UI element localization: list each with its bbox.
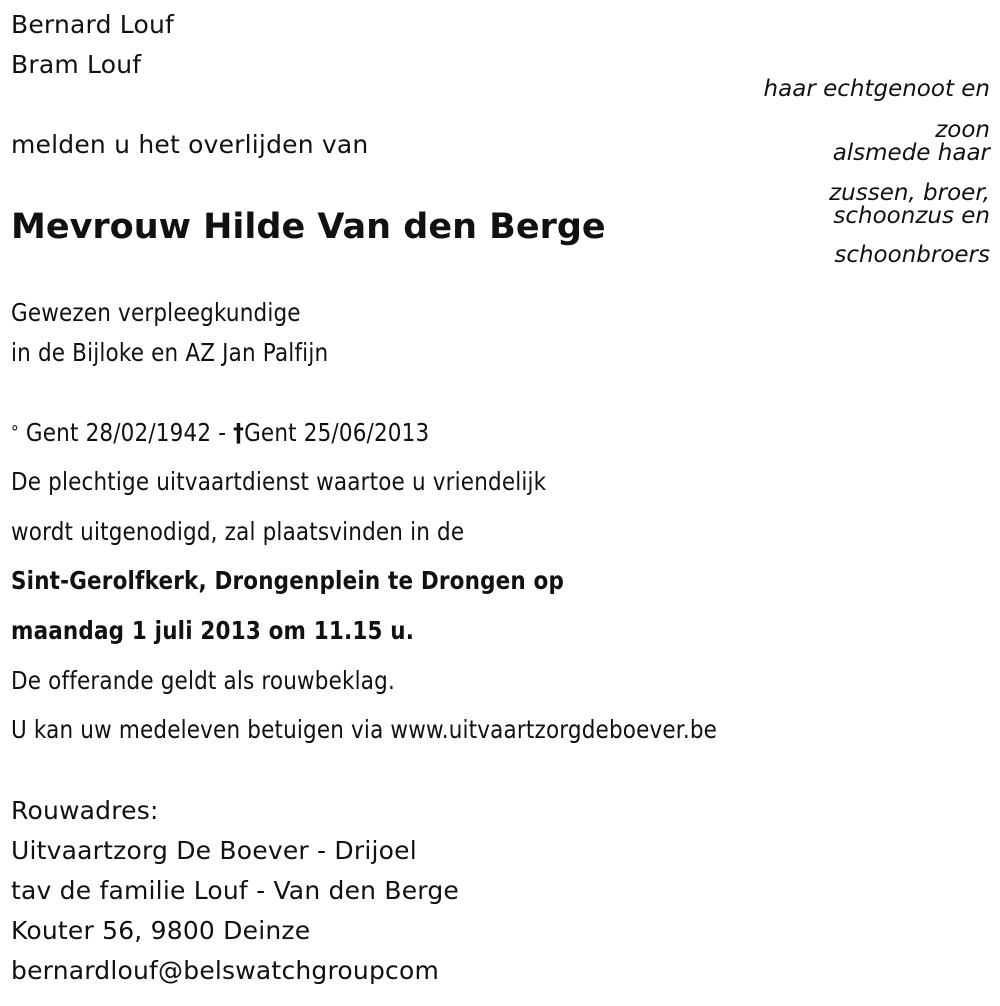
deceased-name: Mevrouw Hilde Van den Berge — [11, 207, 606, 247]
offering-note: De offerande geldt als rouwbeklag. — [11, 666, 395, 695]
relation-line-6: schoonbroers — [834, 242, 990, 268]
address-line-1: Uitvaartzorg De Boever - Drijoel — [11, 836, 417, 865]
announcer-name-1: Bernard Louf — [11, 10, 175, 39]
service-location: Sint-Gerolfkerk, Drongenplein te Drongen op — [11, 566, 565, 595]
birth-death-line — [11, 418, 429, 448]
relation-line-4: zussen, broer, — [829, 180, 990, 206]
condolence-prefix: U kan uw medeleven betuigen via — [11, 715, 391, 744]
service-line-2: wordt uitgenodigd, zal plaatsvinden in de — [11, 517, 465, 546]
announcement-intro: melden u het overlijden van — [11, 130, 369, 159]
relation-line-3: alsmede haar — [832, 140, 990, 166]
service-line-1: De plechtige uitvaartdienst waartoe u vriendelijk — [11, 467, 547, 496]
cross-icon: † — [233, 418, 245, 447]
condolence-link[interactable]: www.uitvaartzorgdeboever.be — [390, 715, 718, 744]
occupation-line-2: in de Bijloke en AZ Jan Palfijn — [11, 338, 329, 367]
address-label: Rouwadres: — [11, 796, 159, 825]
address-line-3: Kouter 56, 9800 Deinze — [11, 916, 311, 945]
birth-info: Gent 28/02/1942 - — [25, 418, 227, 447]
condolence-line — [11, 715, 717, 745]
occupation-line-1: Gewezen verpleegkundige — [11, 298, 301, 327]
announcer-name-2: Bram Louf — [11, 50, 142, 79]
address-email[interactable]: bernardlouf@belswatchgroupcom — [11, 956, 440, 985]
service-datetime: maandag 1 juli 2013 om 11.15 u. — [11, 616, 415, 645]
birth-symbol: ° — [11, 422, 19, 443]
death-info: Gent 25/06/2013 — [244, 418, 430, 447]
address-line-2: tav de familie Louf - Van den Berge — [11, 876, 459, 905]
relation-line-5: schoonzus en — [833, 203, 990, 229]
relation-line-2: zoon — [935, 117, 990, 143]
relation-line-1: haar echtgenoot en — [763, 76, 990, 102]
